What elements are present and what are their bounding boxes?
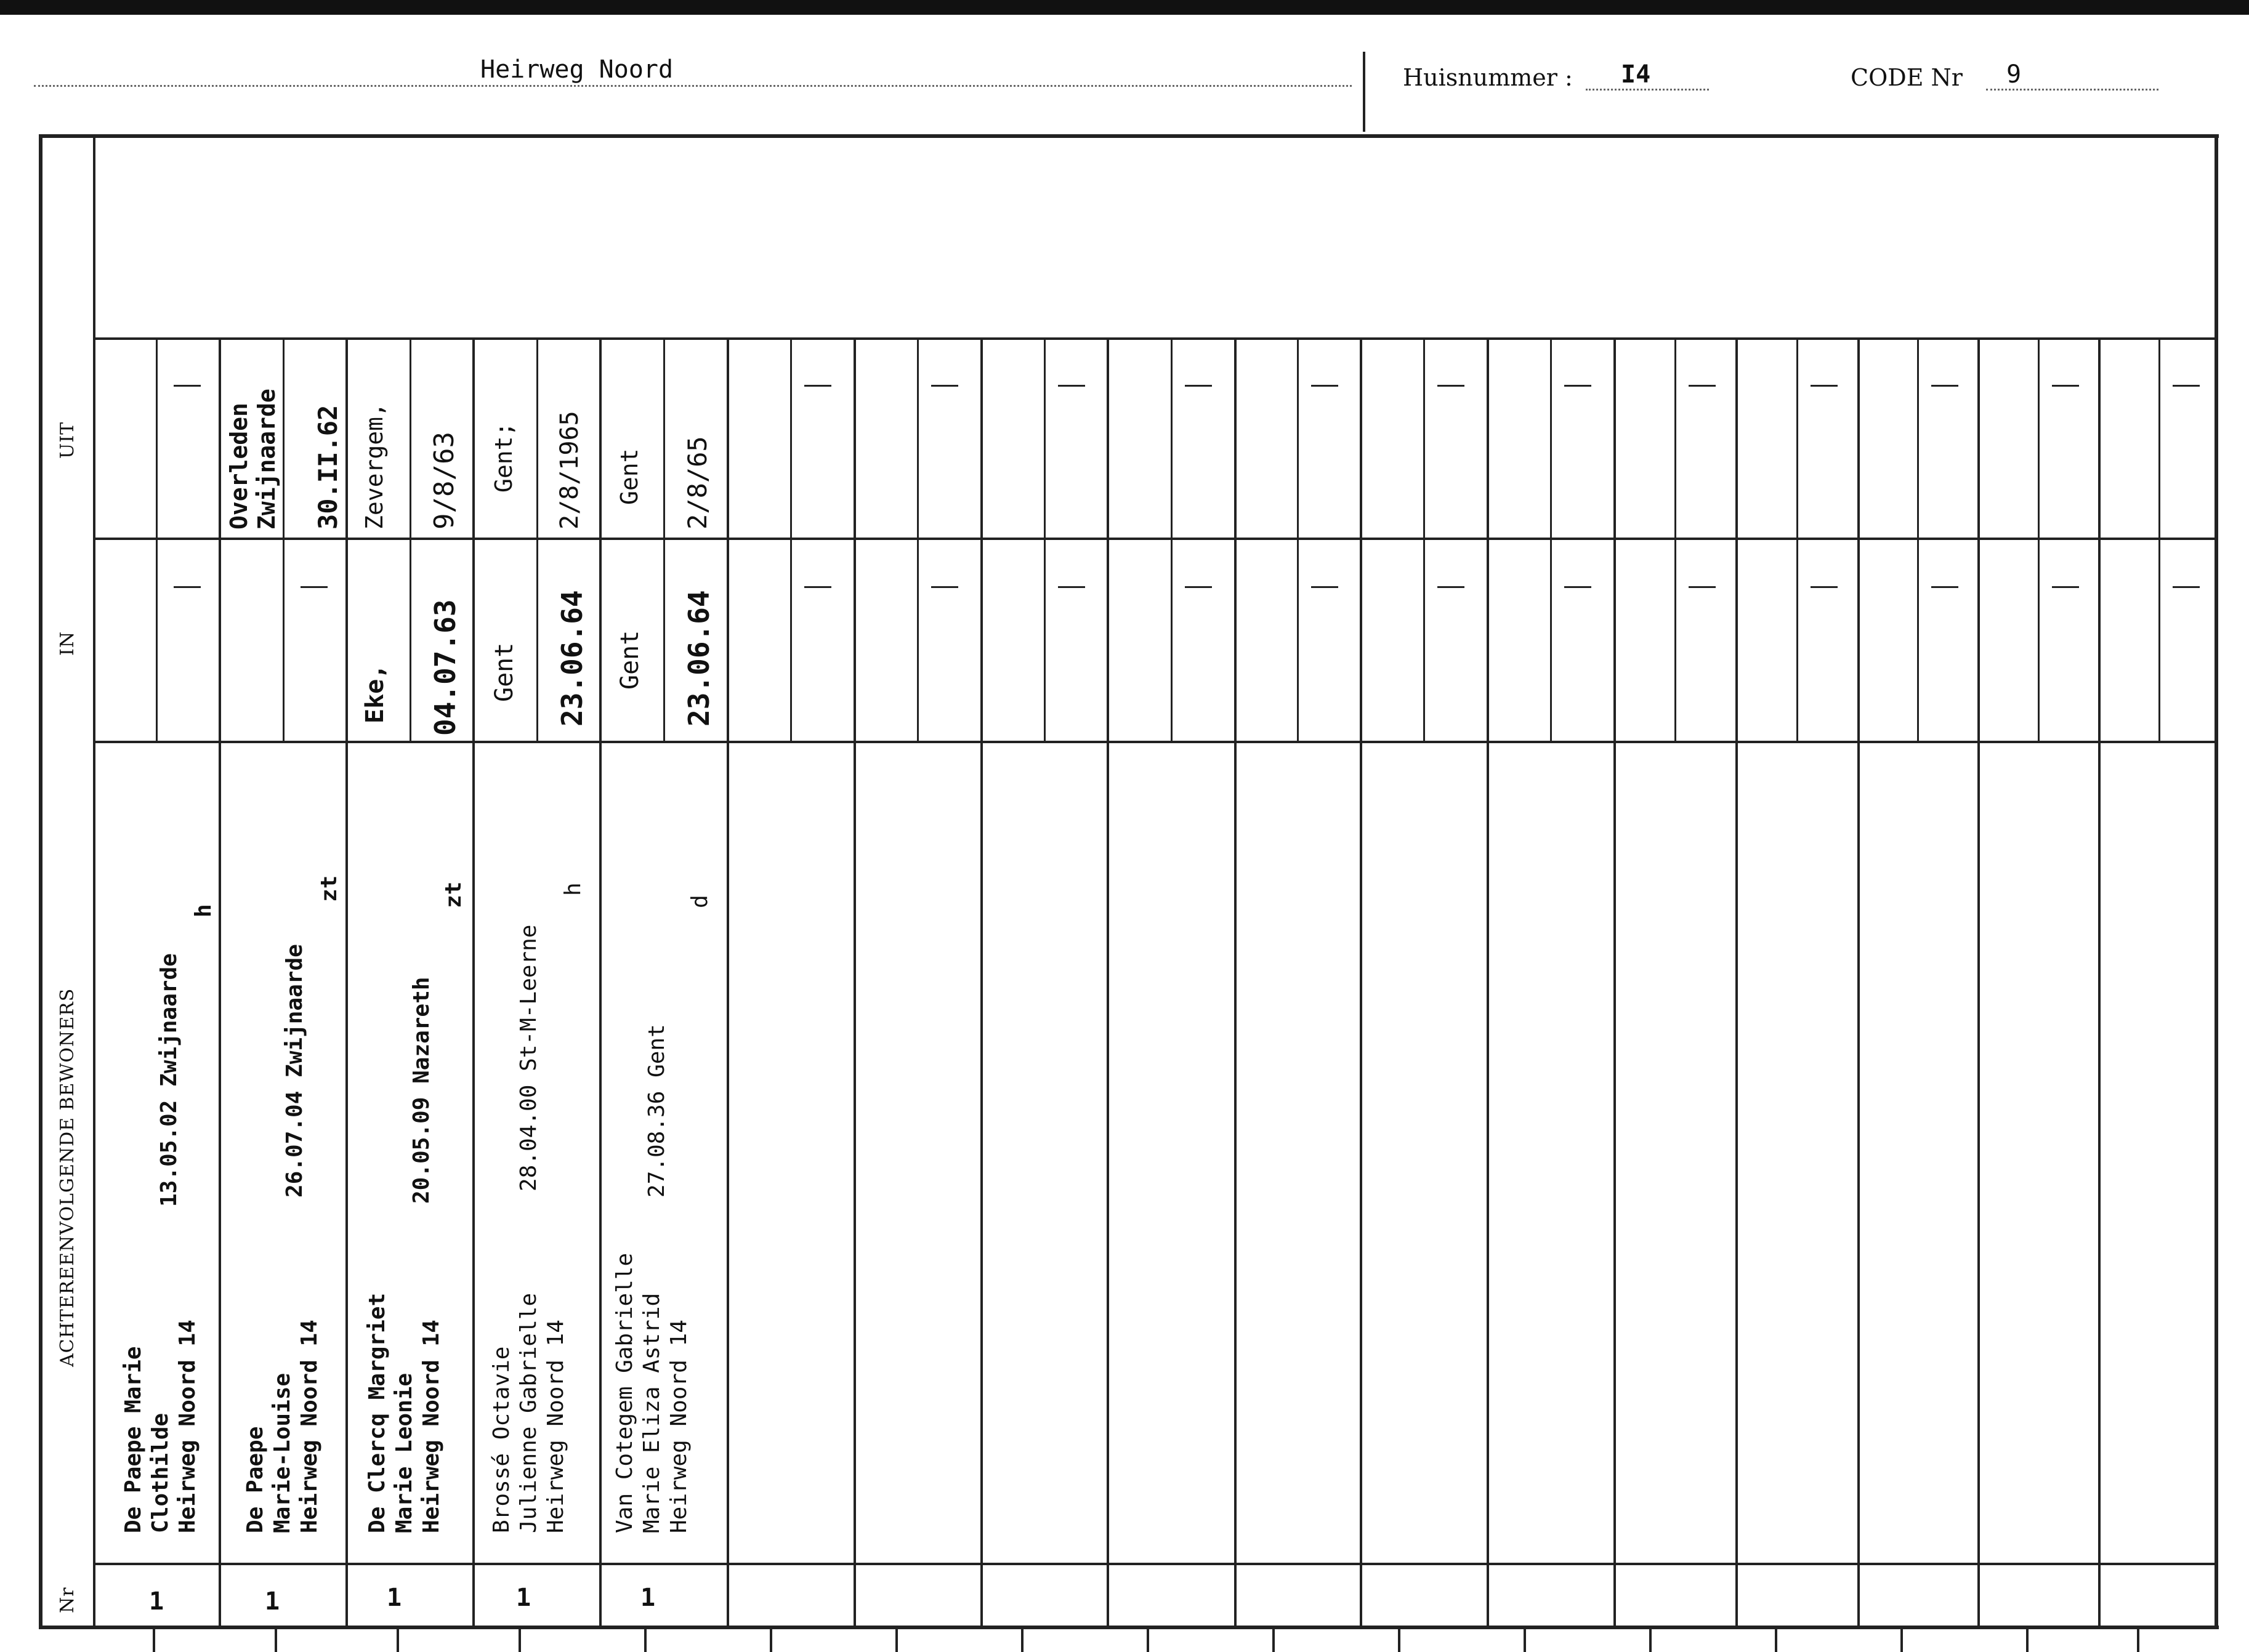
table-left-border [39,134,42,1629]
uit-dash [2173,385,2200,387]
resident-birth: 27.08.36 Gent [644,1024,669,1198]
resident-name-line: Marie Eliza Astrid [639,1292,664,1533]
column-divider [1735,337,1738,1627]
in-dash [1931,586,1958,588]
column-divider [599,337,602,1627]
uit-date-dash [174,385,201,387]
tick [2137,1627,2139,1652]
in-place: Gent [616,630,644,690]
resident-name-line: Marie Leonie [392,1372,417,1533]
column-divider [1857,337,1860,1627]
column-divider [345,337,348,1627]
subcolumn-divider [1917,337,1919,741]
house-number-value: I4 [1621,60,1651,89]
in-date: 23.06.64 [555,590,589,727]
subcolumn-divider [1297,337,1299,741]
in-label: IN [57,631,78,656]
column-divider [1360,337,1362,1627]
column-divider [727,337,729,1627]
resident-nr: 1 [265,1587,280,1616]
uit-dash [1311,385,1338,387]
column-divider [1234,337,1237,1627]
uit-dash [1811,385,1838,387]
resident-name-line: Brossé Octavie [489,1346,514,1533]
resident-name-line: Julienne Gabrielle [516,1292,541,1533]
code-label: CODE Nr [1851,64,1963,91]
uit-dash [1185,385,1212,387]
in-dash [1185,586,1212,588]
column-divider [1107,337,1109,1627]
in-dash [1058,586,1085,588]
subcolumn-divider [410,337,411,741]
uit-dash [1564,385,1591,387]
tick [1900,1627,1903,1652]
uit-dash [1689,385,1716,387]
resident-birth: 13.05.02 Zwijnaarde [156,953,182,1207]
tick [644,1627,647,1652]
subcolumn-divider [917,337,919,741]
uit-dash [2052,385,2079,387]
subcolumn-divider [156,337,158,741]
subcolumn-divider [283,337,285,741]
resident-address: Heirweg Noord 14 [543,1320,568,1533]
uit-date: 2/8/65 [682,436,713,530]
resident-tag: d [687,895,713,908]
column-divider [980,337,983,1627]
resident-nr: 1 [640,1584,656,1612]
tick [770,1627,772,1652]
resident-address: Heirweg Noord 14 [419,1320,444,1533]
table-top-border [39,134,2219,138]
in-date-dash [301,586,328,588]
tick [2026,1627,2029,1652]
uit-place: Gent; [490,422,517,493]
resident-name-line: De Paepe Marie [121,1346,146,1533]
in-date-dash [174,586,201,588]
bewoners-label: ACHTEREENVOLGENDE BEWONERS [57,988,78,1367]
resident-address: Heirweg Noord 14 [175,1320,200,1533]
tick [1272,1627,1275,1652]
resident-birth: 28.04.00 St-M-Leerne [516,924,541,1191]
uit-date: 2/8/1965 [555,411,584,530]
tick [153,1627,155,1652]
resident-tag: zt [317,875,342,902]
tick [1524,1627,1526,1652]
uit-place: Gent [616,448,643,505]
subcolumn-divider [1423,337,1425,741]
uit-place: Zevergem, [361,403,388,530]
subcolumn-divider [1044,337,1046,741]
column-divider [472,337,475,1627]
in-dash [1437,586,1464,588]
subcolumn-divider [1796,337,1798,741]
house-dotted-line [1586,89,1709,91]
column-divider [2098,337,2101,1627]
resident-nr: 1 [149,1587,164,1616]
resident-nr: 1 [516,1584,531,1612]
subcolumn-divider [663,337,665,741]
subcolumn-divider [1171,337,1173,741]
in-place: Eke, [361,664,389,723]
code-dotted-line [1986,89,2158,91]
resident-tag: h [560,882,586,896]
header-divider [1363,52,1365,132]
uit-dash [1437,385,1464,387]
resident-name-line: Clothilde [148,1412,173,1533]
uit-dash [1058,385,1085,387]
resident-tag: zt [441,881,466,908]
table-right-border [2215,134,2218,1629]
table-bottom-border [39,1626,2219,1629]
nr-section-top [93,1563,2215,1565]
tick [1649,1627,1652,1652]
uit-place: Overleden Zwijnaarde [225,389,280,530]
uit-dash [804,385,831,387]
in-dash [804,586,831,588]
street-name: Heirweg Noord [480,55,674,84]
resident-birth: 26.07.04 Zwijnaarde [282,944,307,1198]
subcolumn-divider [2038,337,2040,741]
subcolumn-divider [2158,337,2160,741]
in-date: 04.07.63 [429,599,462,736]
resident-birth: 20.05.09 Nazareth [409,977,434,1204]
bewoners-section-top [93,741,2215,743]
uit-dash [931,385,958,387]
tick [895,1627,898,1652]
label-column-divider [93,134,95,1629]
resident-name-line: Van Cotegem Gabrielle [612,1252,637,1533]
in-dash [931,586,958,588]
subcolumn-divider [536,337,538,741]
subcolumn-divider [790,337,792,741]
resident-tag: h [191,904,216,917]
uit-dash [1931,385,1958,387]
in-dash [1689,586,1716,588]
resident-address: Heirweg Noord 14 [666,1320,692,1533]
column-divider [1977,337,1980,1627]
code-value: 9 [2006,60,2022,89]
resident-address: Heirweg Noord 14 [297,1320,322,1533]
top-edge-bar [0,0,2249,15]
resident-nr: 1 [387,1584,402,1612]
in-dash [2173,586,2200,588]
in-dash [1311,586,1338,588]
nr-label: Nr [57,1587,78,1613]
resident-name-line: De Paepe [243,1426,268,1533]
in-dash [2052,586,2079,588]
in-dash [1811,586,1838,588]
resident-name-line: Marie-Louise [270,1372,295,1533]
in-date: 23.06.64 [682,590,716,727]
tick [1775,1627,1777,1652]
tick [1398,1627,1400,1652]
column-divider [854,337,856,1627]
tick [397,1627,399,1652]
uit-date: 30.II.62 [313,405,343,530]
uit-label: UIT [57,421,78,459]
column-divider [1613,337,1616,1627]
street-dotted-line [34,85,1352,87]
column-divider [1487,337,1489,1627]
uit-date: 9/8/63 [429,432,460,530]
tick [1147,1627,1149,1652]
tick [275,1627,277,1652]
house-number-label: Huisnummer : [1403,64,1573,91]
column-divider [219,337,221,1627]
tick [519,1627,521,1652]
resident-name-line: De Clercq Margriet [365,1292,390,1533]
subcolumn-divider [1550,337,1552,741]
tick [1021,1627,1024,1652]
in-dash [1564,586,1591,588]
in-place: Gent [490,642,519,702]
subcolumn-divider [1674,337,1676,741]
